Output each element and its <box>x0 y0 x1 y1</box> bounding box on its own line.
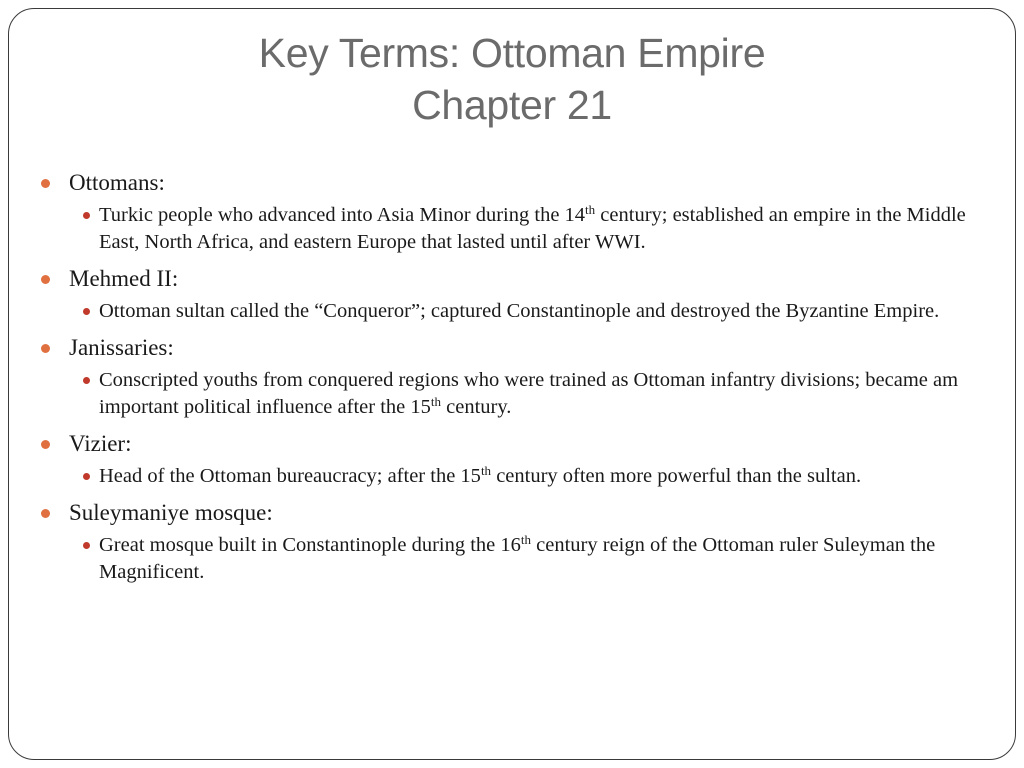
term-vizier <box>39 430 994 458</box>
definition-text: Great mosque built in Constantinople during the 16 <box>99 534 521 556</box>
slide-title-line-2: Chapter 21 <box>412 82 612 128</box>
term-ottomans <box>39 169 994 197</box>
bullet-icon <box>83 308 90 315</box>
definition-text: Ottoman sultan called the “Conqueror”; captured Constantinople and destroyed the Byzantine Empire. <box>99 300 940 322</box>
definition-text: Head of the Ottoman bureaucracy; after the 15 <box>99 465 481 487</box>
term-label: Mehmed II: <box>69 266 179 291</box>
bullet-icon <box>83 473 90 480</box>
definition-mehmed-ii <box>39 298 994 325</box>
bullet-icon <box>83 212 90 219</box>
bullet-icon <box>83 377 90 384</box>
definition-ottomans <box>39 202 994 256</box>
term-label: Vizier: <box>69 431 132 456</box>
ordinal-suffix: th <box>430 394 441 409</box>
bullet-icon <box>41 179 50 188</box>
term-mehmed-ii <box>39 265 994 293</box>
bullet-icon <box>41 440 50 449</box>
definition-text-cont: century. <box>441 396 512 418</box>
term-janissaries <box>39 334 994 362</box>
term-label: Janissaries: <box>69 335 174 360</box>
definition-suleymaniye-mosque <box>39 532 994 586</box>
bullet-icon <box>41 275 50 284</box>
bullet-icon <box>41 509 50 518</box>
definition-text-cont: century often more powerful than the sultan. <box>491 465 862 487</box>
definition-text: Turkic people who advanced into Asia Minor during the 14 <box>99 204 586 226</box>
term-label: Suleymaniye mosque: <box>69 500 273 525</box>
bullet-icon <box>83 542 90 549</box>
definition-text-cont: century reign of the Ottoman ruler Suleyman the Magnificent. <box>99 534 936 583</box>
ordinal-suffix: th <box>520 532 532 547</box>
term-suleymaniye-mosque <box>39 499 994 527</box>
ordinal-suffix: th <box>585 202 596 217</box>
term-label: Ottomans: <box>69 170 165 195</box>
slide-title-line-1: Key Terms: Ottoman Empire <box>258 30 766 76</box>
definition-vizier <box>39 463 994 490</box>
ordinal-suffix: th <box>480 463 492 478</box>
definition-janissaries <box>39 367 994 421</box>
slide-title <box>9 27 1015 131</box>
slide-frame <box>8 8 1016 760</box>
definition-text-cont: century; established an empire in the Middle East, North Africa, and eastern Europe that lasted until after WWI. <box>99 204 966 253</box>
key-terms-list <box>39 169 994 586</box>
definition-text: Conscripted youths from conquered regions who were trained as Ottoman infantry divisions; became am important political influence after the 15 <box>99 369 959 418</box>
bullet-icon <box>41 344 50 353</box>
